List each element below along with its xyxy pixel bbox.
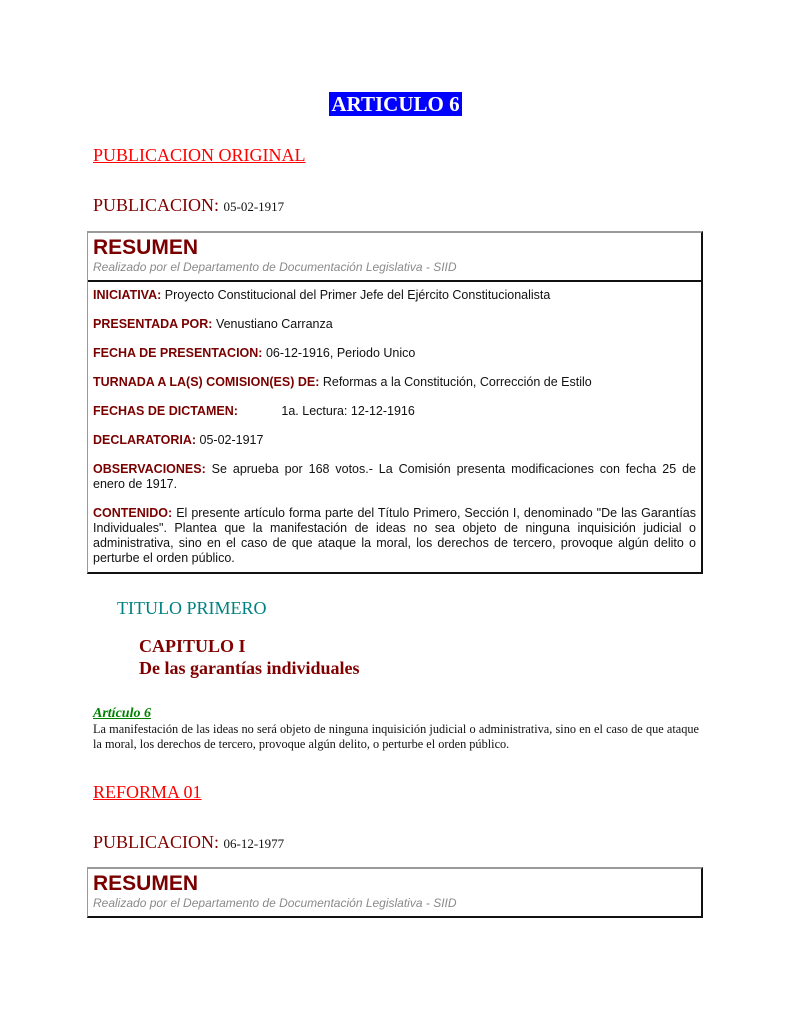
article-title-wrap [0, 92, 791, 116]
resumen-subtitle: Realizado por el Departamento de Documentación Legislativa - SIID [93, 896, 457, 910]
capitulo-heading [139, 635, 360, 679]
field-label: TURNADA A LA(S) COMISION(ES) DE: [93, 375, 320, 389]
publicacion-label: PUBLICACION: [93, 832, 220, 852]
field-label: OBSERVACIONES: [93, 462, 206, 476]
field-contenido [93, 506, 696, 566]
resumen-box-original [87, 231, 703, 574]
field-presentada-por [93, 317, 696, 332]
resumen-title: RESUMEN [93, 872, 199, 895]
resumen-header [88, 869, 701, 916]
publicacion-label: PUBLICACION: [93, 195, 220, 215]
titulo-heading: TITULO PRIMERO [117, 598, 267, 618]
field-label: FECHAS DE DICTAMEN: [93, 404, 238, 418]
field-label: INICIATIVA: [93, 288, 162, 302]
field-turnada [93, 375, 696, 390]
resumen-title: RESUMEN [93, 236, 199, 259]
capitulo-name: De las garantías individuales [139, 658, 360, 678]
article-title: ARTICULO 6 [331, 92, 460, 116]
field-iniciativa [93, 288, 696, 303]
field-value: El presente artículo forma parte del Título Primero, Sección I, denominado "De las Garantías Individuales". Plantea que la manifestación de ideas no sea objeto de ninguna inquisición judicial o administrativa, sino en el caso de que ataque la moral, los derechos de tercero, provoque algún delito o perturbe el orden público. [93, 506, 696, 565]
publicacion-original-link[interactable]: PUBLICACION ORIGINAL [93, 145, 306, 165]
field-observaciones [93, 462, 696, 492]
capitulo-number: CAPITULO I [139, 636, 246, 656]
publicacion-original-line [93, 195, 284, 216]
field-value: Se aprueba por 168 votos.- La Comisión presenta modificaciones con fecha 25 de enero de 1917. [93, 462, 696, 491]
reforma-link[interactable]: REFORMA 01 [93, 782, 202, 802]
field-label: FECHA DE PRESENTACION: [93, 346, 263, 360]
field-value: Proyecto Constitucional del Primer Jefe del Ejército Constitucionalista [164, 288, 551, 302]
field-declaratoria [93, 433, 696, 448]
publicacion-date: 05-02-1917 [223, 199, 285, 214]
publicacion-date: 06-12-1977 [223, 836, 285, 851]
resumen-header [88, 233, 701, 280]
articulo-body: La manifestación de las ideas no será objeto de ninguna inquisición judicial o administrativa, sino en el caso de que ataque la moral, los derechos de tercero, provoque algún delito, o perturbe el orden público. [93, 722, 699, 751]
resumen-subtitle: Realizado por el Departamento de Documentación Legislativa - SIID [93, 260, 457, 274]
articulo-heading: Artículo 6 [93, 706, 151, 721]
resumen-body [88, 280, 701, 572]
field-value: Venustiano Carranza [215, 317, 333, 331]
field-label: CONTENIDO: [93, 506, 173, 520]
field-value: 06-12-1916, Periodo Unico [265, 346, 416, 360]
field-label: PRESENTADA POR: [93, 317, 213, 331]
field-value: 1a. Lectura: 12-12-1916 [281, 404, 415, 418]
field-label: DECLARATORIA: [93, 433, 197, 447]
field-value: Reformas a la Constitución, Corrección de Estilo [322, 375, 592, 389]
field-fecha-presentacion [93, 346, 696, 361]
publicacion-reforma-line [93, 832, 284, 853]
field-fechas-dictamen [93, 404, 696, 419]
field-value: 05-02-1917 [199, 433, 264, 447]
resumen-box-reforma [87, 867, 703, 918]
